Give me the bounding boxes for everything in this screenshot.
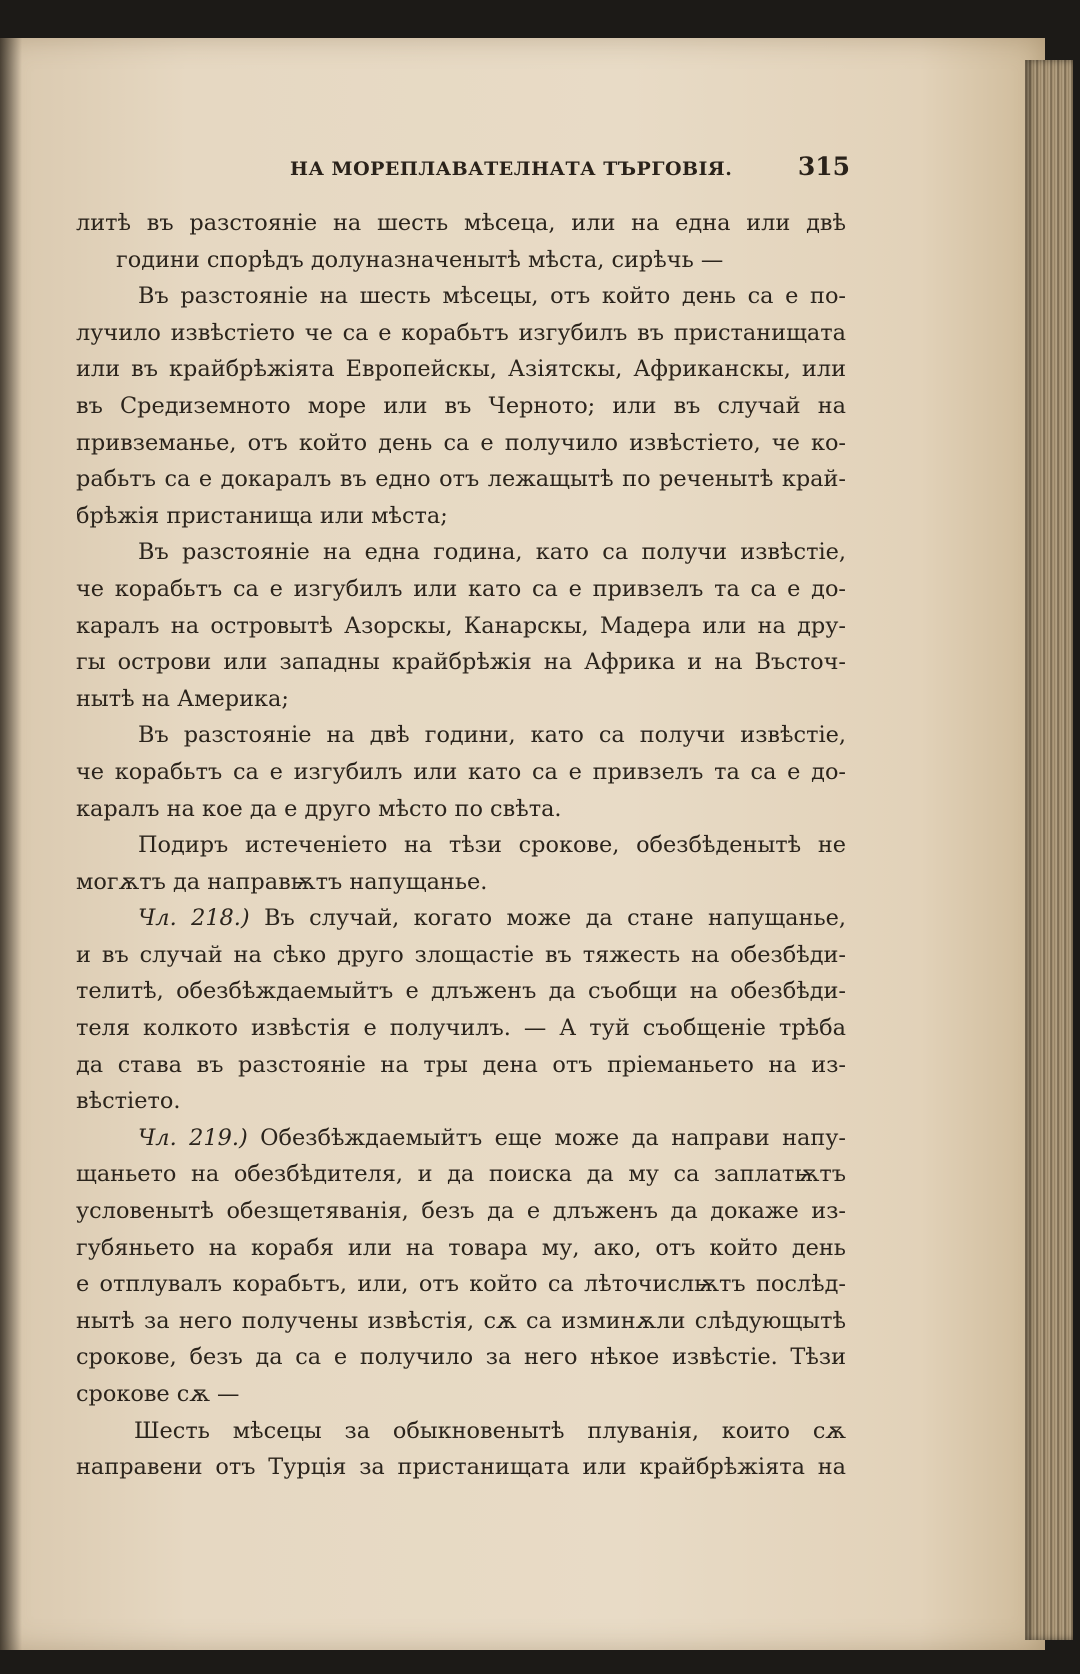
text-line: въ Средиземното море или въ Черното; или въ случай на — [76, 392, 846, 419]
text-line: каралъ на кое да е друго мѣсто по свѣта. — [76, 795, 562, 822]
text-line: или въ крайбрѣжіята Европейскы, Азіятскы, Африканскы, или — [76, 356, 846, 383]
article-label: Чл. 218.) — [138, 905, 250, 932]
paragraph — [76, 205, 846, 278]
text-line: каралъ на островытѣ Азорскы, Канарскы, Мадера или на дру- — [76, 612, 846, 639]
paragraph — [76, 717, 846, 827]
text-line: теля колкото извѣстія е получилъ. — А туй съобщеніе трѣба — [76, 1015, 846, 1042]
page-gutter-shadow — [0, 38, 22, 1650]
text-line: гы острови или западны крайбрѣжія на Африка и на Въсточ- — [76, 649, 846, 676]
text-line: вѣстіето. — [76, 1088, 181, 1115]
text-line: направени отъ Турція за пристанищата или крайбрѣжіята на — [76, 1454, 846, 1481]
article-218 — [76, 900, 846, 1120]
text-line: нытѣ на Америка; — [76, 685, 289, 712]
text-line: и въ случай на сѣко друго злощастіе въ тяжесть на обезбѣди- — [76, 941, 846, 968]
page-number: 315 — [797, 152, 850, 181]
book-page-edges — [1025, 60, 1073, 1640]
text-line: Въ разстояніе на двѣ години, като са получи извѣстіе, — [138, 722, 846, 749]
text-line: рабьтъ са е докаралъ въ едно отъ лежащытѣ по реченытѣ край- — [76, 466, 846, 493]
text-line: лучило извѣстіето че са е корабьтъ изгубилъ въ пристанищата — [76, 319, 846, 346]
text-line: срокове, безъ да са е получило за него нѣкое извѣстіе. Тѣзи — [76, 1344, 846, 1371]
text-line — [76, 900, 846, 937]
text-line: могѫтъ да направѭтъ напущанье. — [76, 868, 488, 895]
text-line: брѣжія пристанища или мѣста; — [76, 502, 448, 529]
body-text — [76, 205, 846, 1486]
text-line: че корабьтъ са е изгубилъ или като са е привзелъ та са е до- — [76, 575, 846, 602]
text-line: че корабьтъ са е изгубилъ или като са е привзелъ та са е до- — [76, 758, 846, 785]
text-line: телитѣ, обезбѣждаемыйтъ е длъженъ да съобщи на обезбѣди- — [76, 978, 846, 1005]
text-line: нытѣ за него получены извѣстія, сѫ са изминѫли слѣдующытѣ — [76, 1307, 846, 1334]
text-line: срокове сѫ — — [76, 1381, 240, 1407]
article-219 — [76, 1120, 846, 1413]
article-label: Чл. 219.) — [138, 1124, 248, 1151]
text-line: условенытѣ обезщетяванія, безъ да е длъженъ да докаже из- — [76, 1198, 846, 1225]
paragraph — [76, 534, 846, 717]
text-line: е отплувалъ корабьтъ, или, отъ който са лѣточислѭтъ послѣд- — [76, 1271, 846, 1298]
text-line: привземанье, отъ който день са е получило извѣстіето, че ко- — [76, 429, 846, 456]
paragraph — [76, 1413, 846, 1486]
text-line: Подиръ истеченіето на тѣзи срокове, обезбѣденытѣ не — [138, 832, 846, 859]
text-line: Въ разстояніе на шесть мѣсецы, отъ който день са е по- — [138, 283, 846, 310]
text-line: литѣ въ разстояніе на шесть мѣсеца, или на една или двѣ — [76, 210, 846, 236]
page-header — [290, 152, 850, 188]
text-line: да става въ разстояніе на тры дена отъ пріеманьето на из- — [76, 1051, 846, 1078]
paragraph — [76, 827, 846, 900]
text-fragment: Въ случай, когато може да стане напущанье, — [264, 905, 846, 932]
running-head: НА МОРЕПЛАВАТЕЛНАТА ТЪРГОВІЯ. — [290, 158, 733, 180]
text-line — [76, 1120, 846, 1157]
text-line: години спорѣдъ долуназначенытѣ мѣста, сирѣчь — — [116, 246, 724, 273]
text-line: щаньето на обезбѣдителя, и да поиска да му са заплатѭтъ — [76, 1161, 846, 1188]
text-line: Шесть мѣсецы за обыкновенытѣ плуванія, които сѫ — [134, 1417, 846, 1444]
text-fragment: Обезбѣждаемыйтъ еще може да направи напу- — [260, 1124, 846, 1151]
paragraph — [76, 278, 846, 534]
text-line: губяньето на корабя или на товара му, ако, отъ който день — [76, 1234, 846, 1261]
text-line: Въ разстояніе на една година, като са получи извѣстіе, — [138, 539, 846, 566]
